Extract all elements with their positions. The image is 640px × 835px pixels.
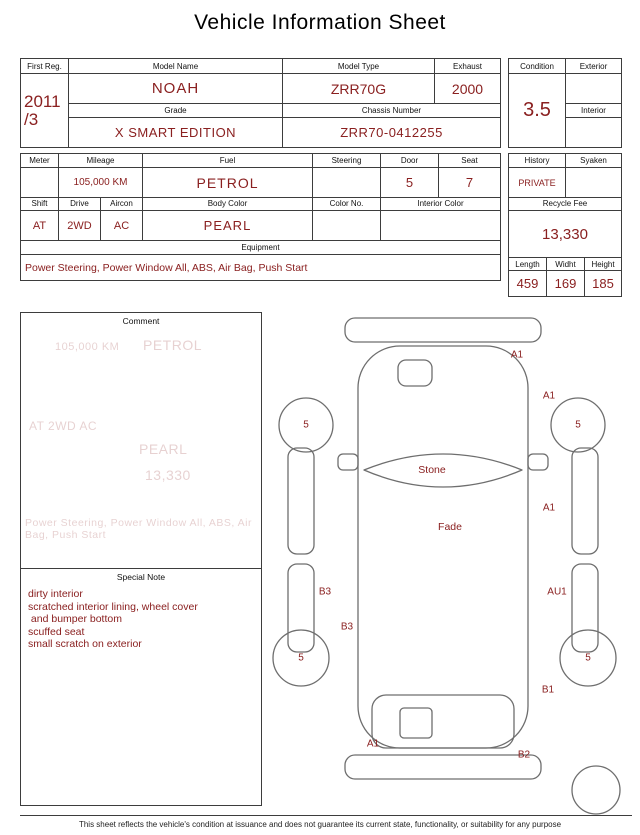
grade-label: Grade xyxy=(69,104,283,118)
ghost-text: Power Steering, Power Window All, ABS, Air Bag, Push Start xyxy=(25,517,253,541)
height-label: Height xyxy=(585,258,622,271)
door-value: 5 xyxy=(381,168,439,198)
ghost-text: PEARL xyxy=(139,441,188,457)
comment-box xyxy=(20,312,262,806)
interior-value-cell xyxy=(566,118,622,148)
rear-detail xyxy=(400,708,432,738)
car-top-view xyxy=(268,312,635,817)
length-value: 459 xyxy=(509,271,547,297)
specs-table-row1 xyxy=(20,153,501,198)
drive-label: Drive xyxy=(59,197,101,211)
history-value: PRIVATE xyxy=(509,168,566,198)
equipment-table xyxy=(20,241,501,281)
model-type-label: Model Type xyxy=(283,59,435,74)
damage-mark: A1 xyxy=(510,349,524,361)
equipment-value: Power Steering, Power Window All, ABS, Air Bag, Push Start xyxy=(21,255,501,281)
aircon-value: AC xyxy=(101,211,143,241)
height-value: 185 xyxy=(585,271,622,297)
fuel-value: PETROL xyxy=(143,168,313,198)
chassis-number-value: ZRR70-0412255 xyxy=(283,118,501,148)
footer-divider xyxy=(20,815,632,816)
color-no-value xyxy=(313,211,381,241)
damage-mark: Fade xyxy=(438,521,462,533)
meter-label: Meter xyxy=(21,154,59,168)
damage-mark: 5 xyxy=(585,652,591,664)
syaken-label: Syaken xyxy=(566,154,622,168)
steering-label: Steering xyxy=(313,154,381,168)
special-note-line: and bumper bottom xyxy=(28,613,122,625)
damage-mark: AU1 xyxy=(547,586,567,598)
recycle-fee-value: 13,330 xyxy=(509,211,622,258)
dimensions-table xyxy=(508,258,622,297)
damage-mark: 5 xyxy=(303,419,309,431)
model-name-label: Model Name xyxy=(69,59,283,74)
damage-mark: B1 xyxy=(541,684,555,696)
special-note-lines xyxy=(21,582,261,651)
ghost-text: AT 2WD AC xyxy=(29,419,98,433)
registration-table xyxy=(20,58,501,148)
mileage-label: Mileage xyxy=(59,154,143,168)
condition-value: 3.5 xyxy=(509,74,566,148)
footer-disclaimer: This sheet reflects the vehicle's condition at issuance and does not guarantee its current state, functionality, or suitability for any purpose xyxy=(78,820,562,829)
aircon-label: Aircon xyxy=(101,197,143,211)
damage-mark: Stone xyxy=(418,464,446,476)
damage-mark: B2 xyxy=(517,749,531,761)
first-reg-year: 2011 xyxy=(24,91,61,111)
exhaust-label: Exhaust xyxy=(435,59,501,74)
syaken-value xyxy=(566,168,622,198)
exterior-label: Exterior xyxy=(566,59,622,74)
interior-color-label: Interior Color xyxy=(381,197,501,211)
car-damage-diagram xyxy=(268,312,635,817)
damage-mark: A1 xyxy=(366,738,380,750)
page-title: Vehicle Information Sheet xyxy=(194,11,446,34)
shift-label: Shift xyxy=(21,197,59,211)
fuel-label: Fuel xyxy=(143,154,313,168)
ghost-text: 105,000 KM xyxy=(55,341,120,353)
body-color-label: Body Color xyxy=(143,197,313,211)
meter-value xyxy=(21,168,59,198)
condition-label: Condition xyxy=(509,59,566,74)
shift-value: AT xyxy=(21,211,59,241)
equipment-label: Equipment xyxy=(21,241,501,255)
width-label: Widht xyxy=(547,258,585,271)
damage-mark: B3 xyxy=(340,621,354,633)
recycle-fee-label: Recycle Fee xyxy=(509,197,622,211)
body-color-value: PEARL xyxy=(143,211,313,241)
special-note-line: small scratch on exterior xyxy=(28,638,142,650)
right-front-door-panel xyxy=(572,448,598,554)
right-mirror xyxy=(528,454,548,470)
car-body-outline xyxy=(358,346,528,748)
right-rear-door-panel xyxy=(572,564,598,652)
condition-table xyxy=(508,58,622,148)
exterior-value-cell xyxy=(566,74,622,104)
ghost-text: 13,330 xyxy=(145,467,191,483)
grade-value: X SMART EDITION xyxy=(69,118,283,148)
exhaust-value: 2000 xyxy=(435,74,501,104)
special-note-section xyxy=(21,568,261,805)
special-note-line: dirty interior xyxy=(28,588,83,600)
first-reg-value xyxy=(21,74,69,148)
rear-hatch xyxy=(372,695,514,748)
first-reg-month: /3 xyxy=(24,109,39,129)
damage-mark: B3 xyxy=(318,586,332,598)
damage-mark: 5 xyxy=(575,419,581,431)
comment-label: Comment xyxy=(122,316,160,326)
damage-mark: A1 xyxy=(542,502,556,514)
ghost-text: PETROL xyxy=(143,337,203,353)
history-label: History xyxy=(509,154,566,168)
chassis-number-label: Chassis Number xyxy=(283,104,501,118)
door-label: Door xyxy=(381,154,439,168)
history-table xyxy=(508,153,622,198)
left-front-door-panel xyxy=(288,448,314,554)
special-note-line: scratched interior lining, wheel cover xyxy=(28,600,198,613)
left-mirror xyxy=(338,454,358,470)
special-note-label: Special Note xyxy=(116,572,166,582)
drive-value: 2WD xyxy=(59,211,101,241)
rear-bumper xyxy=(345,755,541,779)
spare-tire-circle xyxy=(572,766,620,814)
interior-label: Interior xyxy=(566,104,622,118)
damage-mark: A1 xyxy=(542,390,556,402)
steering-value xyxy=(313,168,381,198)
hood-detail xyxy=(398,360,432,386)
damage-mark: 5 xyxy=(298,652,304,664)
recycle-fee-table xyxy=(508,197,622,258)
specs-table-row2 xyxy=(20,197,501,241)
length-label: Length xyxy=(509,258,547,271)
color-no-label: Color No. xyxy=(313,197,381,211)
seat-value: 7 xyxy=(439,168,501,198)
left-rear-door-panel xyxy=(288,564,314,652)
model-type-value: ZRR70G xyxy=(283,74,435,104)
mileage-value: 105,000 KM xyxy=(59,168,143,198)
width-value: 169 xyxy=(547,271,585,297)
interior-color-value xyxy=(381,211,501,241)
special-note-line: scuffed seat xyxy=(28,625,85,638)
first-reg-label: First Reg. xyxy=(21,59,69,74)
model-name-value: NOAH xyxy=(69,74,283,104)
seat-label: Seat xyxy=(439,154,501,168)
front-bumper xyxy=(345,318,541,342)
